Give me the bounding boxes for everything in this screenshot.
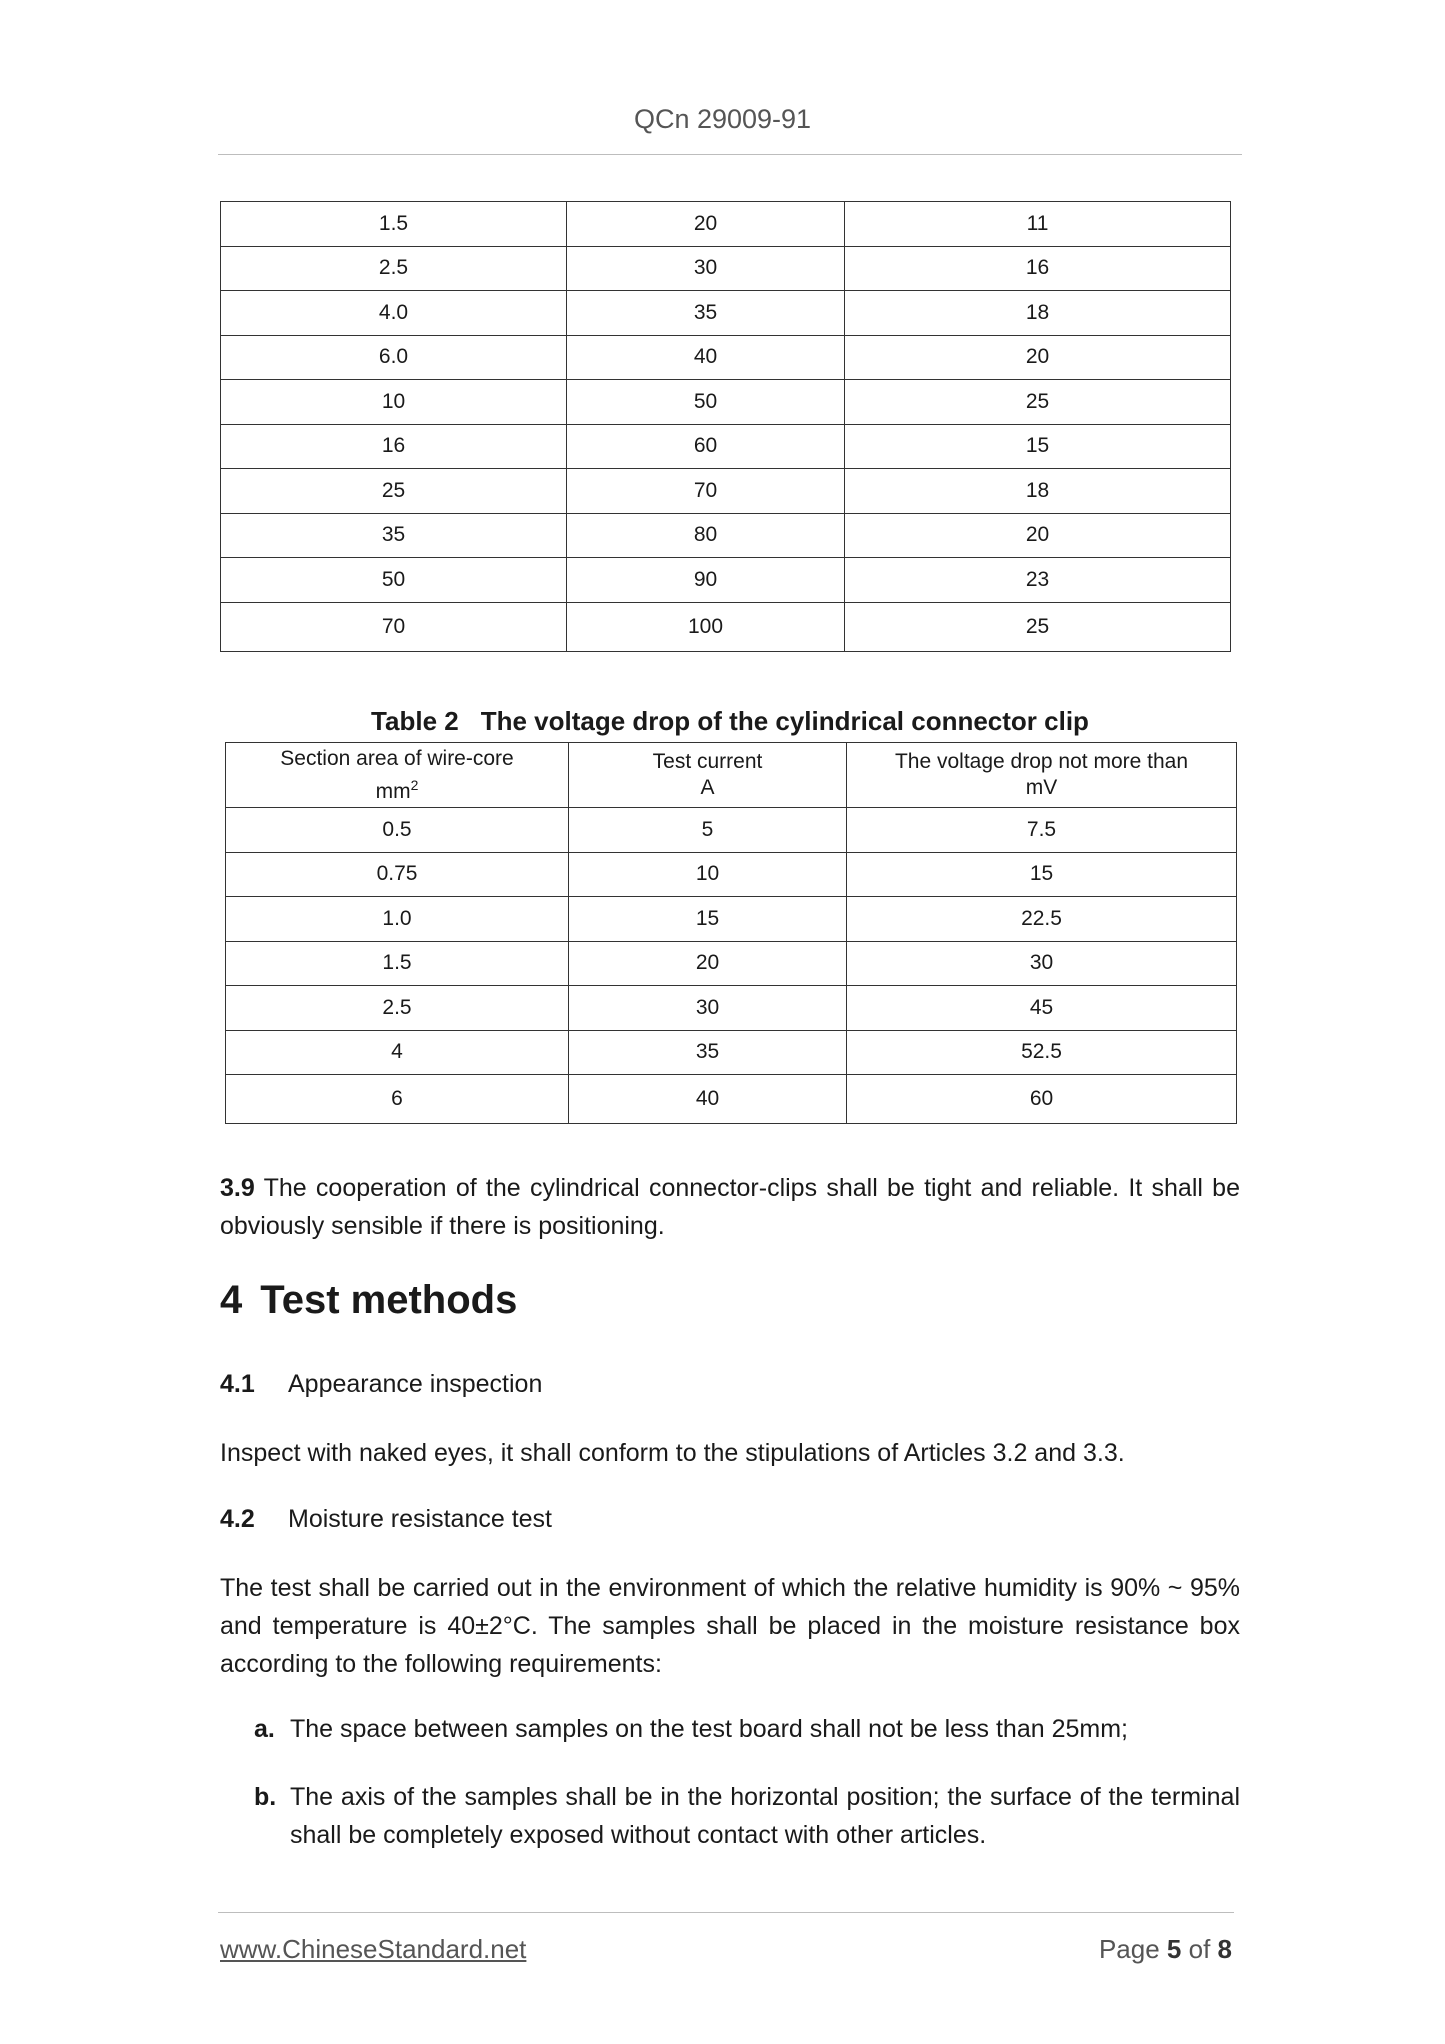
header-cell	[226, 743, 569, 808]
table-cell: 50	[221, 558, 567, 603]
table-cell: 1.5	[221, 202, 567, 247]
table-row	[226, 1030, 1237, 1075]
subsection-title: Moisture resistance test	[288, 1505, 552, 1533]
table-2-header-row	[226, 743, 1237, 808]
table-cell: 2.5	[226, 986, 569, 1031]
list-text: The space between samples on the test board shall not be less than 25mm;	[290, 1715, 1128, 1743]
table-cell: 35	[569, 1030, 847, 1075]
footer-divider	[218, 1912, 1234, 1913]
table-cell: 1.0	[226, 897, 569, 942]
page-word: Page	[1098, 1934, 1160, 1964]
table-2	[225, 742, 1237, 1124]
table-cell: 22.5	[847, 897, 1237, 942]
table-cell: 2.5	[221, 246, 567, 291]
subsection-title: Appearance inspection	[288, 1370, 543, 1398]
website-link[interactable]: www.ChineseStandard.net	[220, 1934, 527, 1964]
table-cell: 30	[567, 246, 845, 291]
table-1-continued	[220, 201, 1231, 652]
list-item-a	[254, 1710, 1240, 1748]
table-cell: 30	[847, 941, 1237, 986]
table-row	[221, 424, 1231, 469]
header-line1: Test current	[652, 750, 763, 773]
page-indicator	[1099, 1934, 1232, 1965]
document-code-header: QCn 29009-91	[633, 104, 812, 134]
table-row	[226, 941, 1237, 986]
table-row	[221, 335, 1231, 380]
table-cell: 52.5	[847, 1030, 1237, 1075]
page-total: 8	[1217, 1934, 1232, 1964]
table-cell: 10	[221, 380, 567, 425]
paragraph-4-1: Inspect with naked eyes, it shall conform to the stipulations of Articles 3.2 and 3.3.	[220, 1439, 1125, 1467]
table-row	[226, 1075, 1237, 1124]
table-row	[221, 246, 1231, 291]
table-cell: 25	[221, 469, 567, 514]
table-cell: 20	[845, 335, 1231, 380]
subsection-number: 4.1	[220, 1370, 255, 1398]
table-row	[226, 986, 1237, 1031]
table-row	[221, 291, 1231, 336]
table-cell: 0.5	[226, 808, 569, 853]
table-cell: 6	[226, 1075, 569, 1124]
table-cell: 30	[569, 986, 847, 1031]
header-line1: Section area of wire-core	[280, 746, 514, 770]
header-line2: mm	[375, 779, 411, 803]
subsection-4-1	[220, 1370, 542, 1399]
table-row	[221, 513, 1231, 558]
subsection-number: 4.2	[220, 1505, 255, 1533]
table-cell: 50	[567, 380, 845, 425]
clause-text: The cooperation of the cylindrical connector-clips shall be tight and reliable. It shall be obviously sensible if there is positioning.	[220, 1174, 1240, 1240]
header-divider	[218, 154, 1242, 155]
table-row	[221, 602, 1231, 651]
table-cell: 70	[567, 469, 845, 514]
table-cell: 25	[845, 602, 1231, 651]
table-cell: 0.75	[226, 852, 569, 897]
section-number: 4	[220, 1278, 243, 1322]
table-cell: 15	[569, 897, 847, 942]
table-2-title: The voltage drop of the cylindrical connector clip	[480, 706, 1089, 736]
table-cell: 35	[567, 291, 845, 336]
table-cell: 25	[845, 380, 1231, 425]
of-word: of	[1188, 1934, 1211, 1964]
table-row	[226, 808, 1237, 853]
table-cell: 35	[221, 513, 567, 558]
list-text: The axis of the samples shall be in the horizontal position; the surface of the terminal shall be completely exposed without contact with other articles.	[290, 1783, 1240, 1849]
header-line2: mV	[1025, 776, 1058, 799]
table-cell: 16	[845, 246, 1231, 291]
table-row	[221, 380, 1231, 425]
table-cell: 7.5	[847, 808, 1237, 853]
table-cell: 10	[569, 852, 847, 897]
table-row	[221, 558, 1231, 603]
header-cell	[569, 743, 847, 808]
table-cell: 60	[847, 1075, 1237, 1124]
table-cell: 4	[226, 1030, 569, 1075]
table-cell: 40	[567, 335, 845, 380]
table-cell: 60	[567, 424, 845, 469]
table-cell: 15	[847, 852, 1237, 897]
clause-3-9	[220, 1169, 1240, 1245]
table-cell: 11	[845, 202, 1231, 247]
section-heading	[220, 1278, 517, 1323]
table-cell: 20	[845, 513, 1231, 558]
table-cell: 20	[567, 202, 845, 247]
table-cell: 23	[845, 558, 1231, 603]
table-2-caption	[218, 706, 1242, 737]
table-row	[226, 852, 1237, 897]
table-2-number: Table 2	[371, 706, 459, 736]
table-cell: 4.0	[221, 291, 567, 336]
table-row	[221, 202, 1231, 247]
table-cell: 5	[569, 808, 847, 853]
table-cell: 16	[221, 424, 567, 469]
section-title: Test methods	[260, 1278, 518, 1322]
paragraph-4-2: The test shall be carried out in the environment of which the relative humidity is 90% ~ 95% and temperature is 40±2°C. The samples shall be placed in the moisture resistance box according to the following requirements:	[220, 1574, 1240, 1678]
table-cell: 18	[845, 291, 1231, 336]
table-row	[226, 897, 1237, 942]
header-line1: The voltage drop not more than	[894, 750, 1188, 773]
table-cell: 15	[845, 424, 1231, 469]
table-cell: 70	[221, 602, 567, 651]
table-cell: 90	[567, 558, 845, 603]
header-cell	[847, 743, 1237, 808]
subsection-4-2	[220, 1505, 552, 1534]
page-number: 5	[1166, 1934, 1182, 1964]
table-cell: 45	[847, 986, 1237, 1031]
clause-number: 3.9	[220, 1174, 255, 1202]
table-row	[221, 469, 1231, 514]
table-cell: 80	[567, 513, 845, 558]
table-cell: 20	[569, 941, 847, 986]
table-cell: 1.5	[226, 941, 569, 986]
list-item-b	[254, 1778, 1240, 1854]
table-cell: 18	[845, 469, 1231, 514]
table-cell: 6.0	[221, 335, 567, 380]
list-label: a.	[254, 1715, 275, 1743]
header-line2: A	[700, 776, 715, 799]
table-cell: 100	[567, 602, 845, 651]
header-sup: 2	[410, 776, 419, 793]
list-label: b.	[254, 1783, 277, 1811]
table-cell: 40	[569, 1075, 847, 1124]
